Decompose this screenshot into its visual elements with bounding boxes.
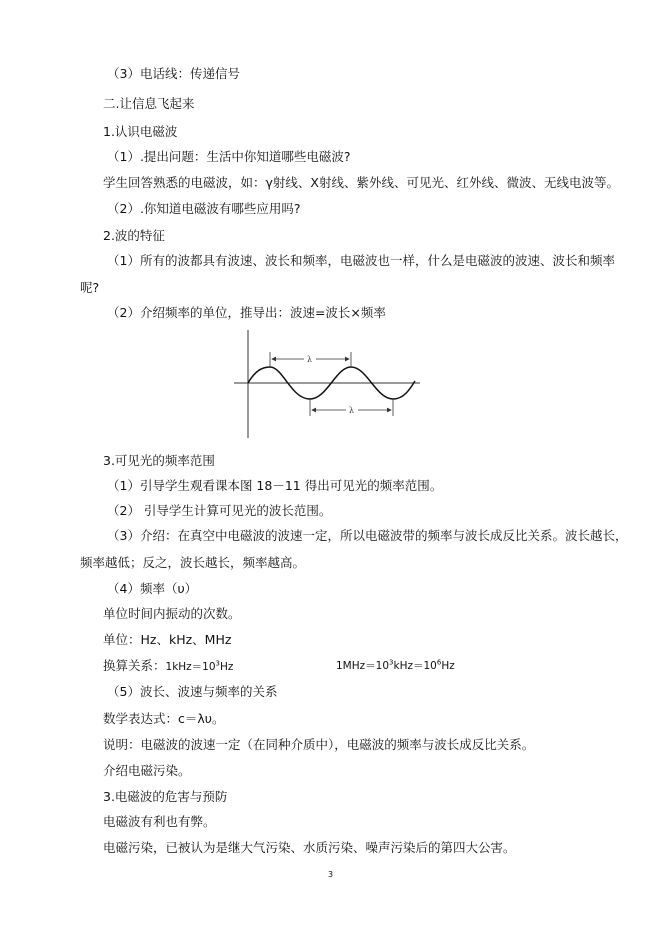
mhz-conversion (336, 658, 455, 674)
text-line-l22: 说明：电磁波的波速一定（在同种介质中），电磁波的频率与波长成反比关系。 (103, 737, 535, 752)
khz-formula: 1kHz＝10 (165, 661, 216, 673)
text-line-l07: 2.波的特征 (103, 228, 165, 243)
text-line-l05: 学生回答熟悉的电磁波，如：γ射线、X射线、紫外线、可见光、红外线、微波、无线电波等。 (103, 175, 619, 190)
text-line-l06: （2）.你知道电磁波有哪些应用吗? (107, 201, 301, 216)
khz-unit: Hz (220, 661, 234, 673)
mhz-exponent-2: 6 (436, 658, 442, 667)
text-line-l16: （4）频率（υ） (107, 581, 198, 596)
text-line-l23: 介绍电磁污染。 (103, 763, 191, 778)
page-number: 3 (327, 870, 334, 879)
text-line-l26: 电磁污染，已被认为是继大气污染、水质污染、噪声污染后的第四大公害。 (103, 840, 516, 855)
mhz-formula: 1MHz＝10 (336, 660, 390, 672)
text-line-l01: （3）电话线：传递信号 (107, 66, 240, 81)
text-line-l20: （5）波长、波速与频率的关系 (107, 684, 278, 699)
text-line-l18: 单位：Hz、kHz、MHz (103, 632, 232, 647)
text-line-l02: 二.让信息飞起来 (103, 96, 195, 111)
text-line-l13: （2） 引导学生计算可见光的波长范围。 (107, 503, 332, 518)
text-line-l11: 3.可见光的频率范围 (103, 453, 215, 468)
text-line-l25: 电磁波有利也有弊。 (103, 814, 216, 829)
wave-diagram (228, 326, 428, 442)
wavelength-label-top: λ (307, 355, 313, 364)
text-line-l21: 数学表达式：c＝λυ。 (103, 711, 225, 726)
conversion-line (103, 658, 233, 675)
text-line-l09: 呢? (80, 280, 100, 295)
text-line-l03: 1.认识电磁波 (103, 124, 178, 139)
text-line-l17: 单位时间内振动的次数。 (103, 606, 241, 621)
text-line-l08: （1）所有的波都具有波速、波长和频率，电磁波也一样，什么是电磁波的波速、波长和频率 (107, 253, 615, 268)
mhz-mid: kHz＝10 (393, 660, 437, 672)
text-line-l14: （3）介绍：在真空中电磁波的波速一定，所以电磁波带的频率与波长成反比关系。波长越长， (107, 528, 628, 543)
text-line-l24: 3.电磁波的危害与预防 (103, 789, 228, 804)
khz-exponent: 3 (215, 659, 221, 668)
mhz-exponent: 3 (389, 658, 394, 667)
text-line-l15: 频率越低；反之，波长越长，频率越高。 (80, 555, 306, 570)
conversion-label: 换算关系： (103, 658, 166, 673)
wavelength-label-bottom: λ (349, 406, 355, 415)
mhz-unit: Hz (441, 660, 455, 672)
text-line-l04: （1）.提出问题：生活中你知道哪些电磁波? (107, 149, 351, 164)
text-line-l12: （1）引导学生观看课本图 18－11 得出可见光的频率范围。 (107, 478, 443, 493)
text-line-l10: （2）介绍频率的单位，推导出：波速=波长×频率 (107, 305, 386, 320)
